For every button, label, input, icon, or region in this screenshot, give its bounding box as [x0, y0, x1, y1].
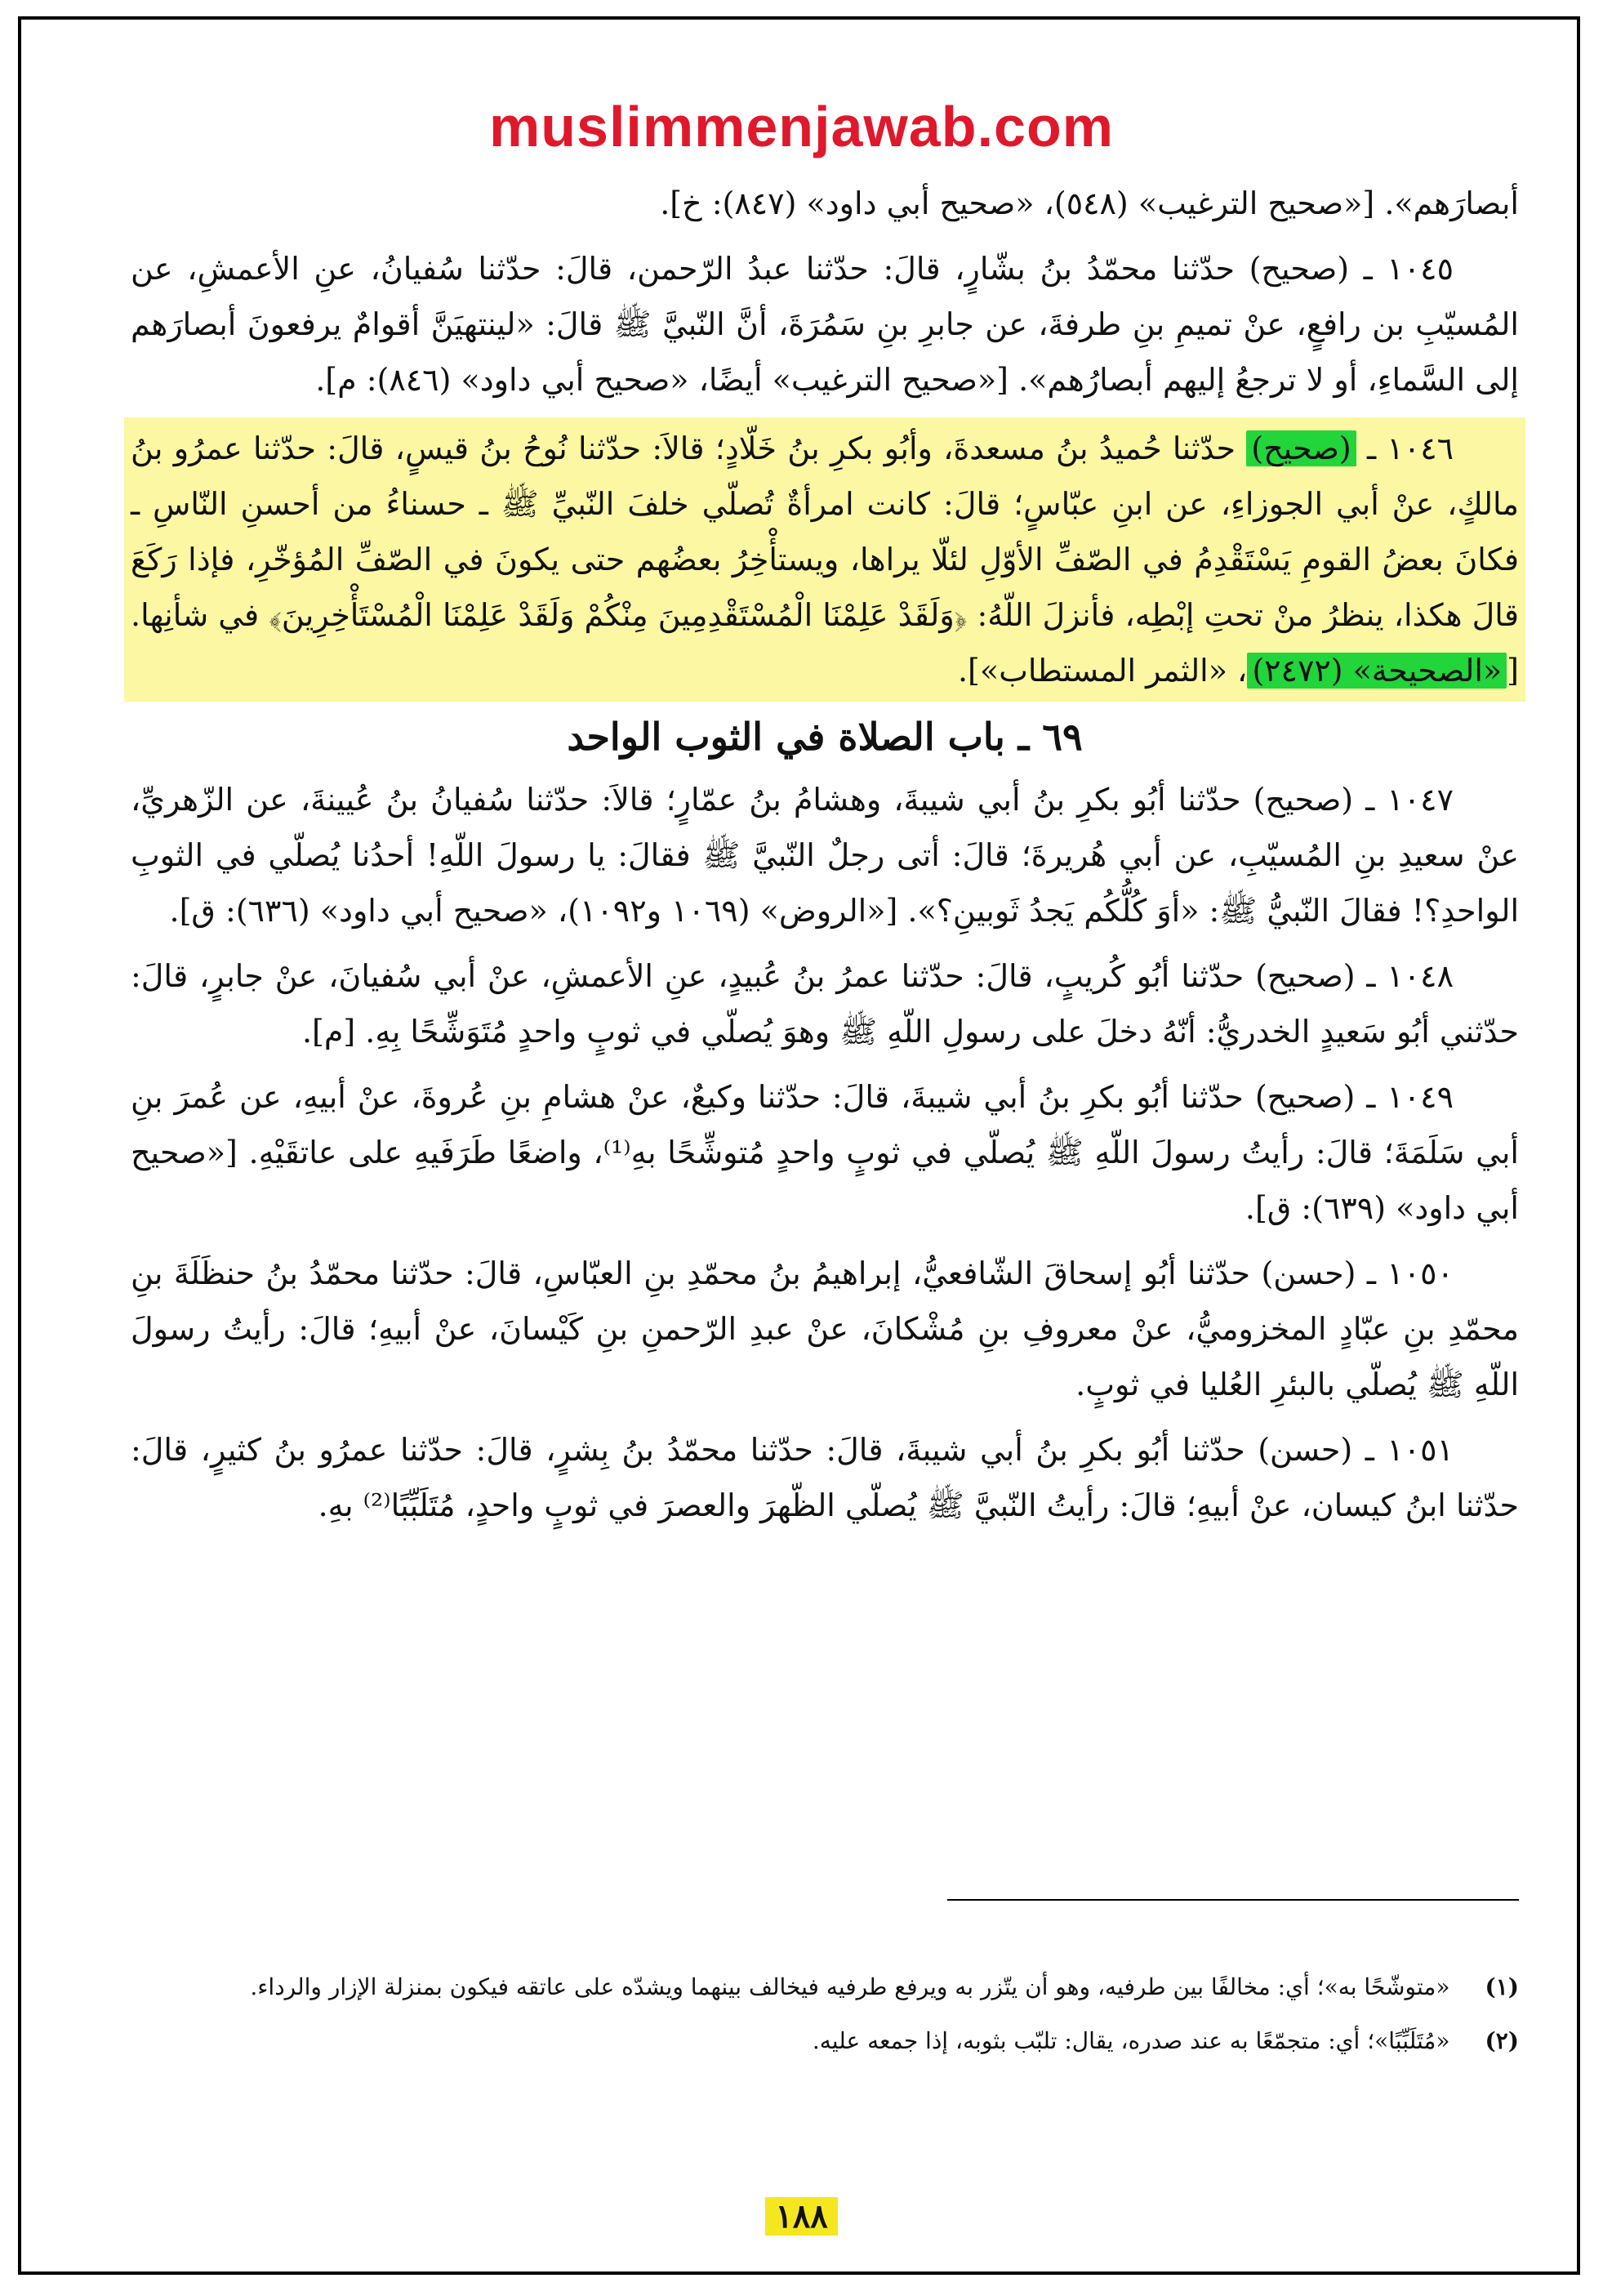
footnote-1 [131, 1964, 1519, 2010]
reference-rest: ، «الثمر المستطاب»]. [957, 653, 1248, 689]
hadith-1047: ١٠٤٧ ـ (صحيح) حدّثنا أبُو بكرِ بنُ أبي شيبةَ، وهشامُ بنُ عمّارٍ؛ قالاَ: حدّثنا سُفيانُ بنُ عُيينةَ، عن الزّهريِّ، عنْ سعيدِ بنِ المُسيّبِ، عن أبي هُريرةَ؛ قالَ: أتى رجلٌ النّبيَّ ﷺ فقالَ: يا رسولَ اللّهِ! أحدُنا يُصلّي في الثوبِ الواحدِ؟! فقالَ النّبيُّ ﷺ: «أوَ كُلُّكُم يَجدُ ثَوبينِ؟». [«الروض» (١٠٦٩ و١٠٩٢)، «صحيح أبي داود» (٦٣٦): ق]. [131, 782, 1519, 929]
footnote-number: (٢) [1485, 2027, 1519, 2054]
grade-highlight: (صحيح) [1246, 430, 1356, 466]
footnote-text: «مُتَلَبِّبًا»؛ أي: متجمّعًا به عند صدره، يقال: تلبّب بثوبه، إذا جمعه عليه. [812, 2027, 1450, 2054]
hadith-1051: ١٠٥١ ـ (حسن) حدّثنا أبُو بكرِ بنُ أبي شيبةَ، قالَ: حدّثنا محمّدُ بنُ بِشرٍ، قالَ: حدّثنا عمرُو بنُ كثيرٍ، قالَ: حدّثنا ابنُ كيسان، عنْ أبيهِ؛ قالَ: رأيتُ النّبيَّ ﷺ يُصلّي الظّهرَ والعصرَ في ثوبٍ واحدٍ، مُتَلَبِّبًا⁽²⁾ بهِ. [131, 1432, 1519, 1523]
page-body [131, 176, 1519, 1543]
hadith-number: ١٠٤٦ ـ [1366, 430, 1454, 466]
hadith-1049: ١٠٤٩ ـ (صحيح) حدّثنا أبُو بكرِ بنُ أبي شيبةَ، قالَ: حدّثنا وكيعٌ، عنْ هشامِ بنِ عُروةَ، عنْ أبيهِ، عن عُمرَ بنِ أبي سَلَمَةَ؛ قالَ: رأيتُ رسولَ اللّهِ ﷺ يُصلّي في ثوبٍ واحدٍ مُتوشِّحًا بهِ⁽¹⁾، واضعًا طَرَفَيهِ على عاتقَيْهِ. [«صحيح أبي داود» (٦٣٩): ق]. [131, 1079, 1519, 1226]
watermark: muslimmenjawab.com [489, 95, 1114, 158]
hadith-1050: ١٠٥٠ ـ (حسن) حدّثنا أبُو إسحاقَ الشّافعيُّ، إبراهيمُ بنُ محمّدِ بنِ العبّاسِ، قالَ: حدّثنا محمّدُ بنُ حنظَلَةَ بنِ محمّدِ بنِ عبّادٍ المخزوميُّ، عنْ معروفِ بنِ مُشْكانَ، عنْ عبدِ الرّحمنِ بنِ كَيْسانَ، عنْ أبيهِ؛ قالَ: رأيتُ رسولَ اللّهِ ﷺ يُصلّي بالبئرِ العُليا في ثوبٍ. [131, 1255, 1519, 1402]
hadith-1046 [131, 421, 1519, 698]
reference-open: [ [1507, 653, 1519, 689]
hadith-body: حدّثنا حُميدُ بنُ مسعدةَ، وأبُو بكرِ بنُ خَلّادٍ؛ قالاَ: حدّثنا نُوحُ بنُ قيسٍ، قالَ: حدّثنا عمرُو بنُ مالكٍ، عنْ أبي الجوزاءِ، عن ابنِ عبّاسٍ؛ قالَ: كانت امرأةٌ تُصلّي خلفَ النّبيِّ ﷺ ـ حسناءُ من أحسنِ النّاسِ ـ فكانَ بعضُ القومِ يَسْتَقْدِمُ في الصّفِّ الأوّلِ لئلّا يراها، ويستأْخِرُ بعضُهم حتى يكونَ في الصّفِّ المُؤخّرِ، فإذا رَكَعَ قالَ هكذا، ينظرُ منْ تحتِ إبْطِه، فأنزلَ اللّهُ: ﴿وَلَقَدْ عَلِمْنَا الْمُسْتَقْدِمِينَ مِنْكُمْ وَلَقَدْ عَلِمْنَا الْمُسْتَأْخِرِينَ﴾ في شأنِها. [131, 430, 1519, 633]
reference-highlight: «الصحيحة» (٢٤٧٢) [1247, 653, 1507, 689]
footnotes [131, 1964, 1519, 2072]
footnote-number: (١) [1485, 1973, 1519, 2000]
continuation-line: أبصارَهم». [«صحيح الترغيب» (٥٤٨)، «صحيح أبي داود» (٨٤٧): خ]. [660, 185, 1519, 221]
footnote-2 [131, 2018, 1519, 2064]
hadith-1045: ١٠٤٥ ـ (صحيح) حدّثنا محمّدُ بنُ بشّارٍ، قالَ: حدّثنا عبدُ الرّحمن، قالَ: حدّثنا سُفيانُ، عنِ الأعمشِ، عن المُسيّبِ بن رافعٍ، عنْ تميمِ بنِ طرفةَ، عن جابرِ بنِ سَمُرَةَ، أنَّ النّبيَّ ﷺ قالَ: «لينتهيَنَّ أقوامٌ يرفعونَ أبصارَهم إلى السَّماءِ، أو لا ترجعُ إليهم أبصارُهم». [«صحيح الترغيب» أيضًا، «صحيح أبي داود» (٨٤٦): م]. [131, 251, 1519, 398]
footnote-text: «متوشّحًا به»؛ أي: مخالفًا بين طرفيه، وهو أن يتّزر به ويرفع طرفيه فيخالف بينهما ويشدّه على عاتقه فيكون بمنزلة الإزار والرداء. [250, 1973, 1450, 2000]
highlighted-hadith-1046 [124, 417, 1525, 702]
chapter-heading: ٦٩ ـ باب الصلاة في الثوب الواحد [567, 715, 1083, 759]
hadith-1048: ١٠٤٨ ـ (صحيح) حدّثنا أبُو كُريبٍ، قالَ: حدّثنا عمرُ بنُ عُبيدٍ، عنِ الأعمشِ، عنْ أبي سُفيانَ، عنْ جابرٍ، قالَ: حدّثني أبُو سَعيدٍ الخدريُّ: أنّهُ دخلَ على رسولِ اللّهِ ﷺ وهوَ يُصلّي في ثوبٍ واحدٍ مُتَوَشِّحًا بِهِ. [م]. [131, 958, 1519, 1050]
page-number: ١٨٨ [765, 2197, 837, 2236]
page-number-wrap [0, 2197, 1603, 2236]
footnote-divider [947, 1899, 1519, 1901]
